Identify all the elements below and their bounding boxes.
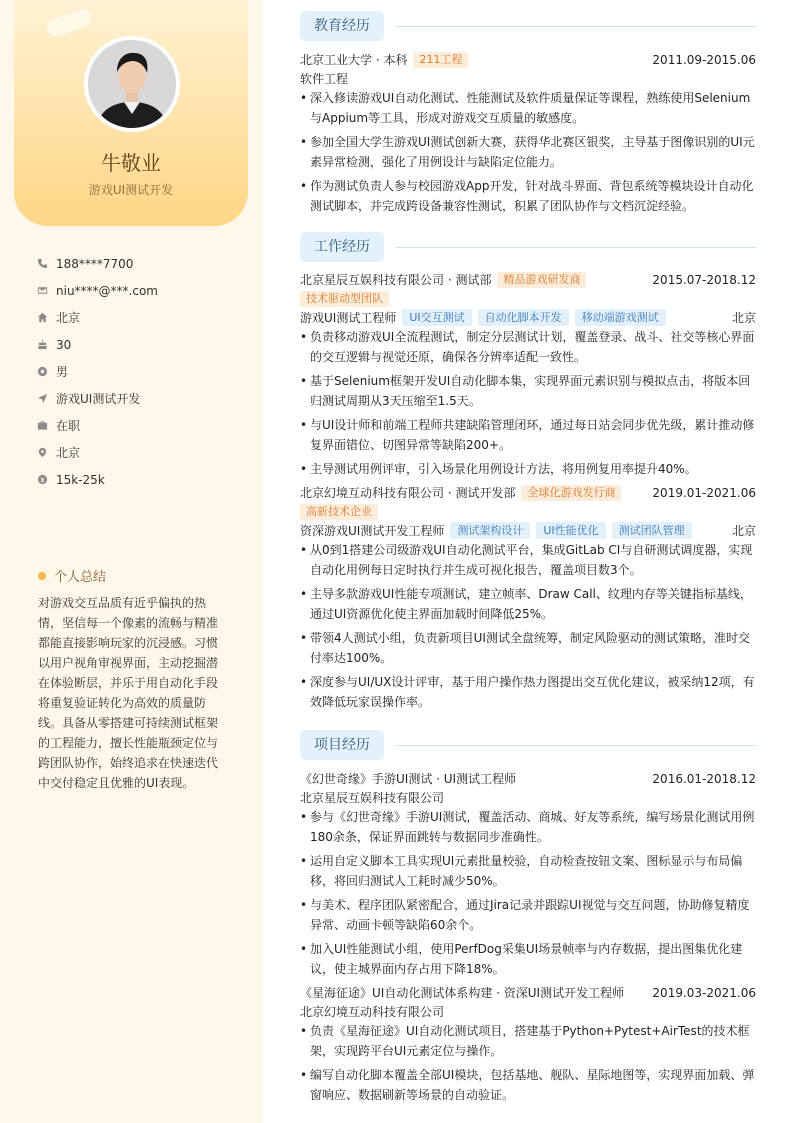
person-name: 牛敬业 [101,151,161,175]
role-name: 资深游戏UI测试开发工程师 [300,524,445,538]
list-item: • 与美术、程序团队紧密配合，通过Jira记录并跟踪UI视觉与交互问题，协助修复精度异常、动画卡顿等缺陷60余个。 [300,895,756,935]
list-item: • 基于Selenium框架开发UI自动化脚本集，实现界面元素识别与模拟点击，将版本回归测试周期从3天压缩至1.5天。 [300,371,756,411]
company-tags-row [300,289,756,308]
list-item: • 深度参与UI/UX设计评审，基于用户操作热力图提出交互优化建议，被采纳12项，有效降低玩家误操作率。 [300,672,756,712]
list-item: • 带领4人测试小组，负责新项目UI测试全盘统筹，制定风险驱动的测试策略，准时交付率达100%。 [300,628,756,668]
skill-tag: 移动端游戏测试 [575,309,666,326]
info-email [36,277,158,304]
info-text: 188****7700 [56,256,134,271]
major: 软件工程 [300,72,349,86]
cake-icon [36,339,48,351]
list-item: • 主导测试用例评审，引入场景化用例设计方法，将用例复用率提升40%。 [300,459,756,479]
project-company-row [300,1002,756,1021]
education-row [300,50,756,69]
section-title: 工作经历 [300,232,384,262]
info-target-role [36,385,158,412]
school-tag: 211工程 [413,52,468,68]
job-title: 游戏UI测试开发 [88,183,174,197]
skill-tag: 测试团队管理 [612,522,692,539]
contact-info-list [36,250,158,493]
list-item: • 作为测试负责人参与校园游戏App开发，针对战斗界面、背包系统等模块设计自动化测试脚本，并完成跨设备兼容性测试，积累了团队协作与文档沉淀经验。 [300,176,756,216]
list-item: • 运用自定义脚本工具实现UI元素批量校验，自动检查按钮文案、图标显示与布局偏移，将回归测试人工耗时减少50%。 [300,851,756,891]
info-gender [36,358,158,385]
skill-tag: UI性能优化 [536,522,605,539]
role-name: 游戏UI测试工程师 [300,311,397,325]
avatar-photo [88,40,176,128]
role-row [300,521,756,540]
project-bullets [300,1021,756,1105]
send-icon [36,393,48,405]
project-date: 2016.01-2018.12 [652,771,756,786]
job-city: 北京 [731,311,756,325]
section-title: 项目经历 [300,730,384,760]
company-tag: 全球化游戏发行商 [521,485,621,501]
home-icon [36,312,48,324]
company-tag: 精品游戏研发商 [497,272,586,288]
list-item: • 从0到1搭建公司级游戏UI自动化测试平台，集成GitLab CI与自研测试调度器，实现自动化用例每日定时执行并生成可视化报告，覆盖项目数3个。 [300,540,756,580]
school-name: 北京工业大学 · 本科 [300,53,408,67]
info-text: 北京 [56,446,81,460]
list-item: • 负责《星海征途》UI自动化测试项目，搭建基于Python+Pytest+AirTest的技术框架，实现跨平台UI元素定位与操作。 [300,1021,756,1061]
company-name: 北京星辰互娱科技有限公司 · 测试部 [300,273,492,287]
info-phone [36,250,158,277]
list-item: • 主导多款游戏UI性能专项测试，建立帧率、Draw Call、纹理内存等关键指标基线，通过UI资源优化使主界面加载时间降低25%。 [300,584,756,624]
skill-tag: 测试架构设计 [450,522,530,539]
info-text: 北京 [56,311,81,325]
project-header [300,769,756,788]
education-bullets [300,88,756,216]
job-header [300,483,756,502]
skill-tag: UI交互测试 [402,309,471,326]
project-name: 《幻世奇缘》手游UI测试 · UI测试工程师 [300,772,517,786]
location-icon [36,447,48,459]
info-age [36,331,158,358]
project-company: 北京幻境互动科技有限公司 [300,1005,445,1019]
gender-icon [36,366,48,378]
info-text: niu****@***.com [56,283,158,298]
summary-heading [38,566,106,585]
section-divider [396,26,756,27]
summary-heading-text: 个人总结 [54,570,107,585]
work-section [300,232,756,716]
company-tag: 高新技术企业 [300,504,378,520]
job-bullets [300,327,756,479]
list-item: • 与UI设计师和前端工程师共建缺陷管理闭环，通过每日站会同步优先级，累计推动修复界面错位、切图异常等缺陷200+。 [300,415,756,455]
company-name: 北京幻境互动科技有限公司 · 测试开发部 [300,486,516,500]
list-item: • 编写自动化脚本覆盖全部UI模块，包括基地、舰队、星际地图等，实现界面加载、弹窗响应、数据刷新等场景的自动验证。 [300,1065,756,1105]
job-date: 2015.07-2018.12 [652,272,756,287]
section-header [300,11,756,41]
list-item: • 参与《幻世奇缘》手游UI测试，覆盖活动、商城、好友等系统，编写场景化测试用例180余条，保证界面跳转与数据同步准确性。 [300,807,756,847]
mail-icon [36,285,48,297]
project-name: 《星海征途》UI自动化测试体系构建 · 资深UI测试开发工程师 [300,986,625,1000]
briefcase-icon [36,420,48,432]
avatar [84,36,180,132]
section-header [300,232,756,262]
job-date: 2019.01-2021.06 [652,485,756,500]
sidebar [0,0,262,1123]
list-item: • 加入UI性能测试小组，使用PerfDog采集UI场景帧率与内存数据，提出图集优化建议，使主城界面内存占用下降18%。 [300,939,756,979]
project-company: 北京星辰互娱科技有限公司 [300,791,445,805]
job-bullets [300,540,756,712]
company-tags-row [300,502,756,521]
section-title: 教育经历 [300,11,384,41]
info-location [36,439,158,466]
phone-icon [36,258,48,270]
summary-text: 对游戏交互品质有近乎偏执的热情，坚信每一个像素的流畅与精准都能直接影响玩家的沉浸感。习惯以用户视角审视界面，主动挖掘潜在体验断层，并乐于用自动化手段将重复验证转化为高效的质量防线。具备从零搭建可持续测试框架的工程能力，擅长性能瓶颈定位与跨团队协作，始终追求在快速迭代中交付稳定且优雅的UI表现。 [38,596,219,790]
projects-section [300,730,756,1109]
role-row [300,308,756,327]
project-bullets [300,807,756,979]
company-tag: 技术驱动型团队 [300,291,389,307]
list-item: • 负责移动游戏UI全流程测试，制定分层测试计划，覆盖登录、战斗、社交等核心界面的交互逻辑与视觉还原，确保各分辨率适配一致性。 [300,327,756,367]
project-company-row [300,788,756,807]
info-text: 30 [56,337,72,352]
list-item: • 参加全国大学生游戏UI测试创新大赛，获得华北赛区银奖，主导基于图像识别的UI元素异常检测，强化了用例设计与缺陷定位能力。 [300,132,756,172]
salary-icon [36,474,48,486]
decorative-pill [44,7,93,38]
summary-dot-icon [38,572,46,580]
info-text: 男 [56,365,69,379]
section-divider [396,745,756,746]
job-header [300,270,756,289]
job-city: 北京 [731,524,756,538]
education-section [300,11,756,220]
info-status [36,412,158,439]
info-text: 15k-25k [56,472,105,487]
info-hometown [36,304,158,331]
info-text: 在职 [56,419,81,433]
section-divider [396,247,756,248]
education-date: 2011.09-2015.06 [652,52,756,67]
section-header [300,730,756,760]
skill-tag: 自动化脚本开发 [478,309,569,326]
list-item: • 深入修读游戏UI自动化测试、性能测试及软件质量保证等课程，熟练使用Selenium与Appium等工具，形成对游戏交互质量的敏感度。 [300,88,756,128]
project-date: 2019.03-2021.06 [652,985,756,1000]
info-text: 游戏UI测试开发 [56,392,141,406]
project-header [300,983,756,1002]
info-salary [36,466,158,493]
major-row [300,69,756,88]
